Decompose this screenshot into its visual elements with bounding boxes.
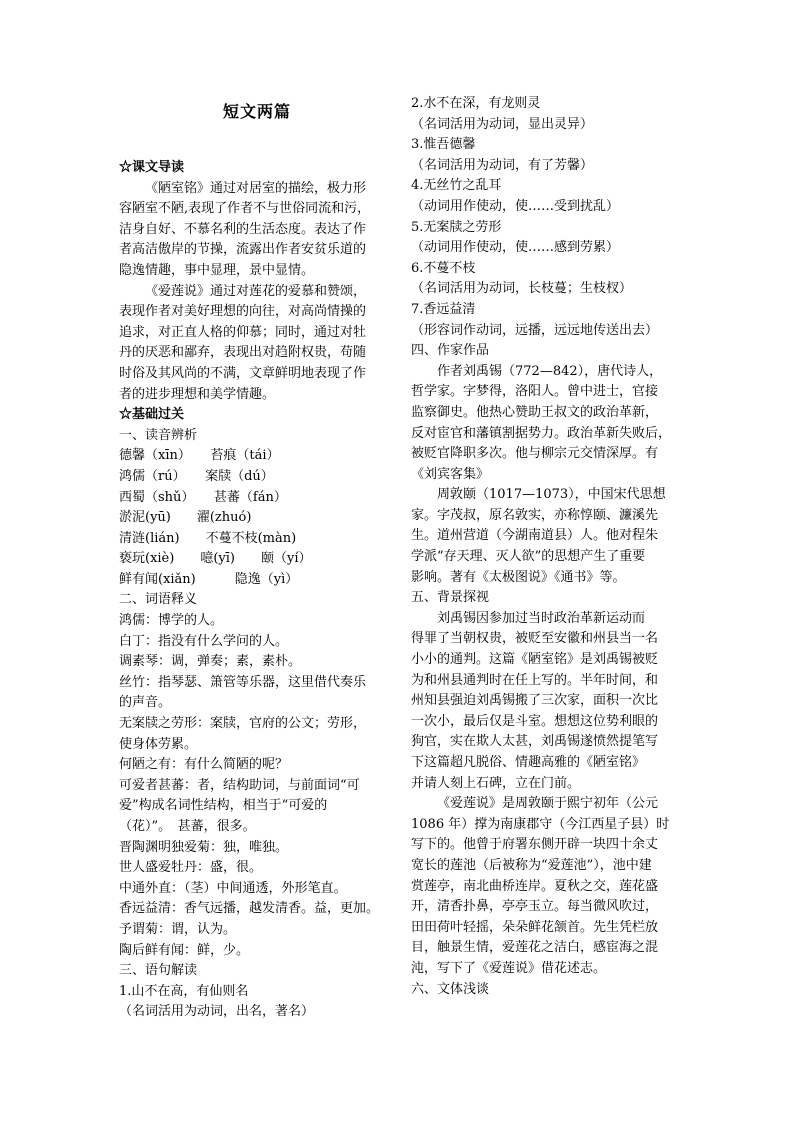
text-line: 调素琴：调，弹奏；素，素朴。	[119, 654, 302, 670]
text-line: 为和州县通判时在任上写的。半年时间，和	[411, 672, 659, 688]
text-line: 亵玩(xiè) 噫(yī) 颐（yí）	[119, 551, 312, 567]
text-line: 7.香远益清	[411, 301, 476, 317]
text-line: 无案牍之劳形：案牍，官府的公文；劳形，	[119, 716, 367, 732]
text-line: 鸿儒：博学的人。	[119, 613, 224, 629]
text-line: 一次小，最后仅是斗室。想想这位势利眼的	[411, 713, 659, 729]
text-line: 作者刘禹锡（772—842），唐代诗人，	[437, 363, 663, 379]
text-line: 1086 年）撑为南康郡守（今江西星子县）时	[411, 816, 670, 832]
left-text-lines	[119, 158, 395, 1023]
text-line: 五、背景探视	[411, 590, 490, 606]
text-line: 《爱莲说》通过对莲花的爱慕和赞颂，	[145, 283, 367, 299]
text-line: 者的进步理想和美学情趣。	[119, 386, 276, 402]
text-line: 周敦颐（1017—1073），中国宋代思想	[437, 487, 666, 503]
text-line: 1.山不在高，有仙则名	[119, 983, 249, 999]
text-line: 爱”构成名词性结构，相当于“可爱的	[119, 798, 328, 814]
text-line: 德馨（xīn） 苔痕（tái）	[119, 448, 280, 464]
section-heading: ☆基础过关	[119, 407, 185, 423]
text-line: （名词活用为动词，显出灵异）	[411, 116, 594, 132]
text-line: 哲学家。字梦得，洛阳人。曾中进士，官接	[411, 384, 659, 400]
left-column	[119, 94, 395, 1023]
document-title: 短文两篇	[222, 102, 291, 121]
text-line: 3.惟吾德馨	[411, 137, 476, 153]
text-line: 西蜀（shǔ） 甚蕃（fán）	[119, 489, 287, 505]
text-line: 何陋之有：有什么简陋的呢？	[119, 757, 289, 773]
text-line: 四、作家作品	[411, 343, 490, 359]
text-line: 生。道州营道（今湖南道县）人。他对程朱	[411, 528, 659, 544]
text-line: 使身体劳累。	[119, 736, 198, 752]
text-line: 监察御史。他热心赞助王叔文的政治革新，	[411, 404, 659, 420]
text-line: 丝竹：指琴瑟、箫管等乐器，这里借代奏乐	[119, 674, 367, 690]
text-line: 狗官，实在欺人太甚，刘禹锡遂愤然提笔写	[411, 734, 659, 750]
text-line: 时俗及其风尚的不满，文章鲜明地表现了作	[119, 365, 367, 381]
text-line: 的声音。	[119, 695, 172, 711]
text-line: （名词活用为动词，有了芳馨）	[411, 157, 594, 173]
text-line: 5.无案牍之劳形	[411, 219, 502, 235]
text-line: （动词用作使动，使……受到扰乱）	[411, 198, 620, 214]
text-line: （动词用作使动，使……感到劳累）	[411, 240, 620, 256]
text-line: 6.不蔓不枝	[411, 260, 476, 276]
text-line: 白丁：指没有什么学问的人。	[119, 633, 289, 649]
text-line: 家。字茂叔，原名敦实，亦称惇颐、濂溪先	[411, 507, 659, 523]
text-line: 世人盛爱牡丹：盛，很。	[119, 860, 263, 876]
text-line: 影响。著有《太极图说》《通书》等。	[411, 569, 626, 585]
text-line: 晋陶渊明独爱菊：独，唯独。	[119, 839, 289, 855]
text-line: 4.无丝竹之乱耳	[411, 178, 502, 194]
text-line: 者高洁傲岸的节操，流露出作者安贫乐道的	[119, 242, 367, 258]
text-line: 六、文体浅谈	[411, 981, 490, 997]
text-line: 小小的通判。这篇《陋室铭》是刘禹锡被贬	[411, 652, 659, 668]
text-line: 《爱莲说》是周敦颐于熙宁初年（公元	[437, 796, 659, 812]
text-line: 并请人刻上石碑，立在门前。	[411, 775, 581, 791]
text-line: （名词活用为动词，出名，著名）	[119, 1004, 315, 1020]
text-line: 中通外直：（茎）中间通透，外形笔直。	[119, 880, 347, 896]
text-line: 鲜有闻(xiǎn) 隐逸（yì）	[119, 571, 299, 587]
text-line: 一、读音辨析	[119, 427, 198, 443]
text-line: 《刘宾客集》	[411, 466, 490, 482]
text-line: 淤泥(yū) 濯(zhuó)	[119, 510, 252, 526]
text-line: 宽长的莲池（后被称为“爱莲池”），池中建	[411, 857, 652, 873]
text-line: （名词活用为动词，长枝蔓；生枝杈）	[411, 281, 633, 297]
text-line: （形容词作动词，远播，远远地传送出去）	[411, 322, 659, 338]
text-line: 田田荷叶轻摇，朵朵鲜花颔首。先生凭栏放	[411, 919, 659, 935]
text-line: 得罪了当朝权贵，被贬至安徽和州县当一名	[411, 631, 659, 647]
right-text-lines	[411, 94, 687, 1000]
text-line: 清涟(lián) 不蔓不枝(màn)	[119, 530, 297, 546]
text-line: 写下的。他曾于府署东侧开辟一块四十余丈	[411, 837, 659, 853]
text-line: 赏莲亭，南北曲桥连岸。夏秋之交，莲花盛	[411, 878, 659, 894]
text-line: 下这篇超凡脱俗、情趣高雅的《陋室铭》	[411, 755, 646, 770]
text-line: 予谓菊：谓，认为。	[119, 921, 237, 937]
text-line: （花）”。 甚蕃，很多。	[119, 819, 256, 834]
text-line: 《陋室铭》通过对居室的描绘，极力形	[145, 180, 367, 196]
text-line: 容陋室不陋,表现了作者不与世俗同流和污，	[119, 201, 371, 217]
text-line: 三、语句解读	[119, 963, 198, 979]
text-line: 香远益清：香气远播，越发清香。益，更加。	[119, 901, 380, 917]
text-line: 学派“存天理、灭人欲”的思想产生了重要	[411, 549, 646, 565]
right-column	[411, 94, 687, 1000]
section-heading: ☆课文导读	[119, 160, 185, 175]
text-line: 洁身自好、不慕名利的生活态度。表达了作	[119, 221, 367, 237]
text-line: 刘禹锡因参加过当时政治革新运动而	[437, 610, 646, 626]
text-line: 沌，写下了《爱莲说》借花述志。	[411, 960, 607, 976]
text-line: 隐逸情趣，事中显理，景中显情。	[119, 262, 315, 278]
text-line: 丹的厌恶和鄙弃，表现出对趋附权贵，苟随	[119, 345, 367, 361]
text-line: 2.水不在深，有龙则灵	[411, 96, 541, 111]
text-line: 被贬官降职多次。他与柳宗元交情深厚。有	[411, 446, 659, 462]
text-line: 目，触景生情，爱莲花之洁白，感宦海之混	[411, 940, 659, 956]
text-line: 陶后鲜有闻：鲜，少。	[119, 942, 250, 958]
text-line: 可爱者甚蕃：者，结构助词，与前面词“可	[119, 777, 360, 793]
text-line: 开，清香扑鼻，亭亭玉立。每当微风吹过，	[411, 899, 659, 915]
text-line: 表现作者对美好理想的向往，对高尚情操的	[119, 304, 367, 320]
text-line: 反对宦官和藩镇割据势力。政治革新失败后，	[411, 425, 672, 441]
text-line: 二、词语释义	[119, 592, 198, 608]
text-line: 鸿儒（rú） 案牍（dú）	[119, 468, 274, 484]
text-line: 州知县强迫刘禹锡搬了三次家，面积一次比	[411, 693, 659, 709]
text-line: 追求，对正直人格的仰慕；同时，通过对牡	[119, 324, 367, 340]
